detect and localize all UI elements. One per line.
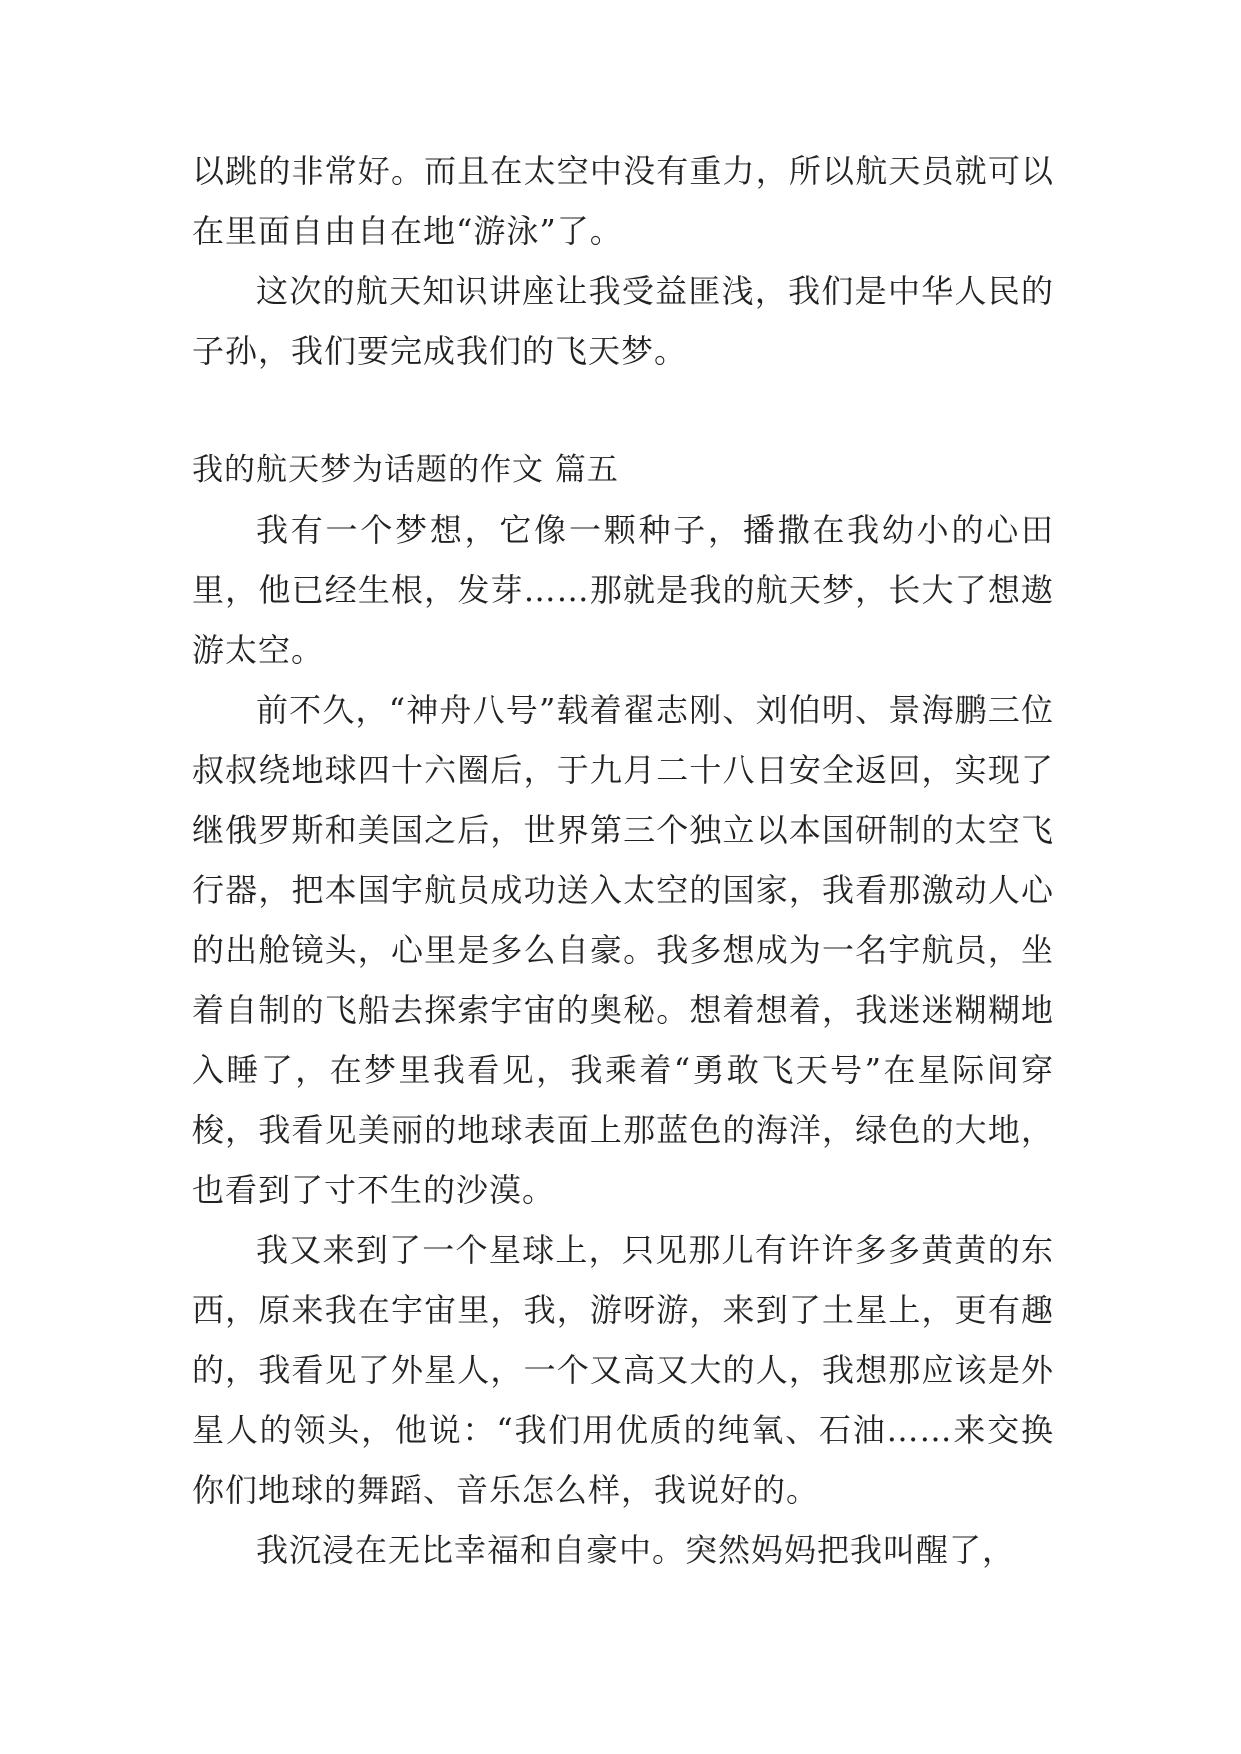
- continuation-paragraph: 以跳的非常好。而且在太空中没有重力，所以航天员就可以在里面自由自在地“游泳”了。: [192, 152, 1054, 250]
- body-text-section: [192, 440, 1054, 1580]
- body-text-top: [192, 141, 1054, 381]
- paragraph-dream: 我有一个梦想，它像一颗种子，播撒在我幼小的心田里，他已经生根，发芽……那就是我的航天梦，长大了想遨游太空。: [192, 511, 1054, 669]
- paragraph-planet: 我又来到了一个星球上，只见那儿有许许多多黄黄的东西，原来我在宇宙里，我，游呀游，来到了土星上，更有趣的，我看见了外星人，一个又高又大的人，我想那应该是外星人的领头，他说：“我们用优质的纯氧、石油……来交换你们地球的舞蹈、音乐怎么样，我说好的。: [192, 1231, 1054, 1509]
- paragraph-shenzhou: 前不久，“神舟八号”载着翟志刚、刘伯明、景海鹏三位叔叔绕地球四十六圈后，于九月二十八日安全返回，实现了继俄罗斯和美国之后，世界第三个独立以本国研制的太空飞行器，把本国宇航员成功送入太空的国家，我看那激动人心的出舱镜头，心里是多么自豪。我多想成为一名宇航员，坐着自制的飞船去探索宇宙的奥秘。想着想着，我迷迷糊糊地入睡了，在梦里我看见，我乘着“勇敢飞天号”在星际间穿梭，我看见美丽的地球表面上那蓝色的海洋，绿色的大地，也看到了寸不生的沙漠。: [192, 691, 1054, 1209]
- section-title: 我的航天梦为话题的作文 篇五: [192, 452, 619, 488]
- paragraph-wakeup: 我沉浸在无比幸福和自豪中。突然妈妈把我叫醒了，: [256, 1531, 1016, 1569]
- closing-paragraph: 这次的航天知识讲座让我受益匪浅，我们是中华人民的子孙，我们要完成我们的飞天梦。: [192, 272, 1054, 370]
